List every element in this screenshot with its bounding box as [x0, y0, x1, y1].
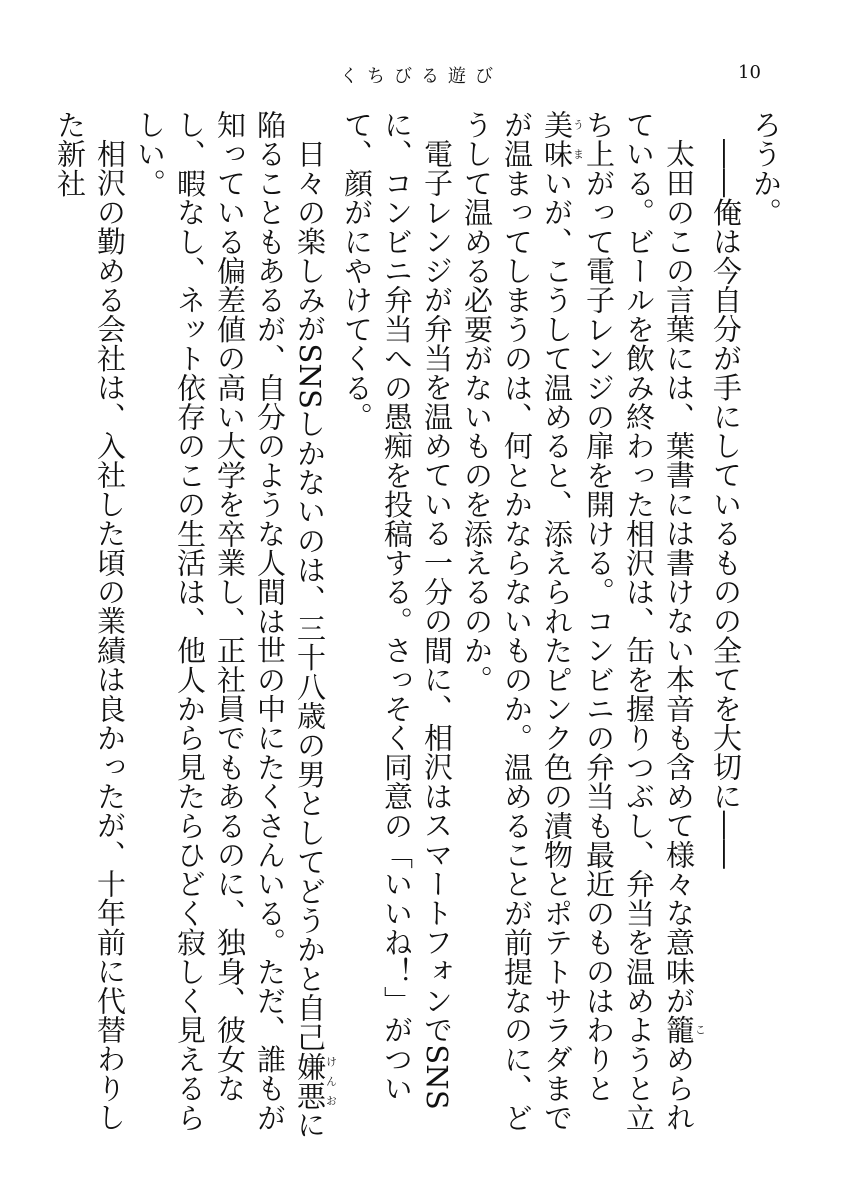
paragraph-sns: [130, 110, 337, 1150]
ruby-word: [293, 1051, 338, 1110]
text-segment: いが、こうして温めると、添えられたピンク色の漬物とポテトサラダまでが温まってしまうのは、何とかならないものか。温めることが前提なのに、どうして温める必要がないものを添えるのか。: [460, 110, 574, 1133]
ruby-word: [662, 1015, 707, 1045]
paragraph-ota-words: [457, 110, 706, 1150]
ruby-reading: こ: [693, 1015, 707, 1045]
paragraph-company: 相沢の勤める会社は、入社した頃の業績は良かったが、十年前に代替わりした新社: [53, 110, 127, 1132]
running-title: くちびる遊び: [340, 66, 502, 87]
page-number: 10: [738, 62, 761, 83]
ruby-base: 嫌悪: [293, 1051, 327, 1110]
ruby-word: [540, 110, 585, 169]
body-text: [53, 110, 786, 1150]
text-segment: 日々の楽しみがSNSしかないのは、三十八歳の男としてどうかと自己: [293, 139, 327, 1052]
paragraph-dash-line: ――俺は今自分が手にしているものの全てを大切に――: [709, 139, 743, 869]
text-segment: に陥ることもあるが、自分のような人間は世の中にたくさんいる。ただ、誰もが知っている偏差値の高い大学を卒業し、正社員でもあるのに、独身、彼女なし、暇なし、ネット依存のこの生活は、他人から見たらひどく寂しく見えるらしい。: [133, 110, 327, 1140]
text-segment: められている。ビールを飲み終わった相沢は、缶を握りつぶし、弁当を温めようと立ち上がって電子レンジの扉を開ける。コンビニの弁当も最近のものはわりと: [582, 110, 696, 1132]
ruby-reading: うま: [571, 110, 585, 169]
ruby-reading: けんお: [324, 1051, 338, 1110]
paragraph-microwave: 電子レンジが弁当を温めている一分の間に、相沢はスマートフォンでSNSに、コンビニ弁当への愚痴を投稿する。さっそく同意の「いいね！」がついて、顔がにやけてくる。: [340, 110, 454, 1110]
ruby-base: 籠: [662, 1015, 696, 1045]
paragraph-continuation: ろうか。: [749, 110, 783, 227]
text-segment: 太田のこの言葉には、葉書には書けない本音も含めて様々な意味が: [662, 139, 696, 1015]
ruby-base: 美味: [540, 110, 574, 169]
